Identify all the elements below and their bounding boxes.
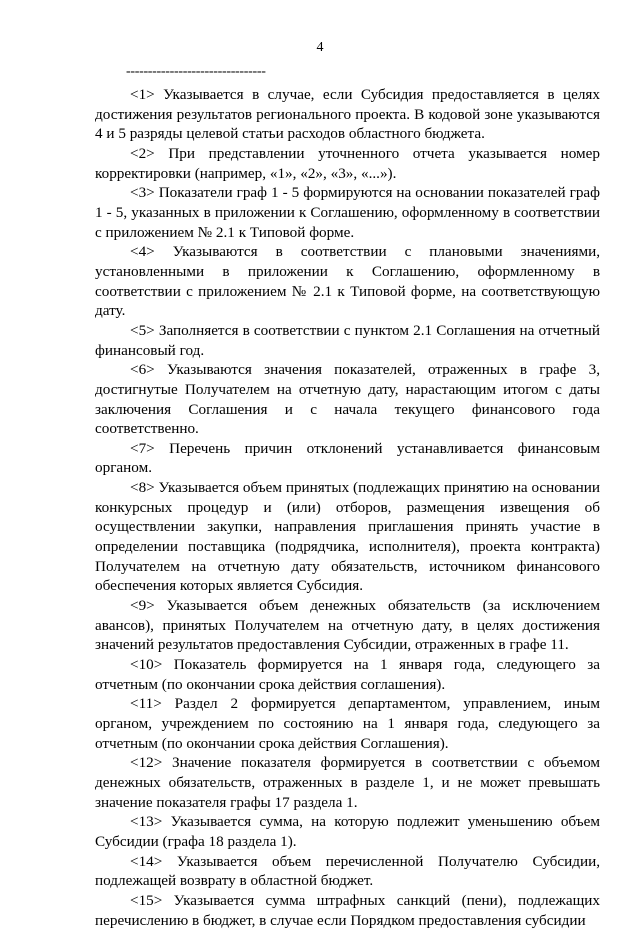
footnotes [95, 85, 600, 930]
footnote-11: <11> Раздел 2 формируется департаментом, управлением, иным органом, учреждением по состоянию на 1 января года, следующего за отчетным (по окончании срока действия Соглашения). [95, 695, 600, 752]
footnote-7: <7> Перечень причин отклонений устанавливается финансовым органом. [95, 439, 600, 477]
footnote-1: <1> Указывается в случае, если Субсидия предоставляется в целях достижения результатов регионального проекта. В кодовой зоне указываются 4 и 5 разряды целевой статьи расходов областного бюджета. [95, 86, 600, 143]
footnote-8: <8> Указывается объем принятых (подлежащих принятию на основании конкурсных процедур и (или) отборов, размещения извещения об осуществлении закупки, направления приглашения принять участие в определении поставщика (подрядчика, исполнителя), проекта контракта) Получателем на отчетную дату обязательств, источником финансового обеспечения которых является Субсидия. [95, 479, 600, 595]
footnote-9: <9> Указывается объем денежных обязательств (за исключением авансов), принятых Получателем на отчетную дату, в целях достижения значений результатов предоставления Субсидии, отраженных в графе 11. [95, 597, 600, 654]
footnote-15: <15> Указывается сумма штрафных санкций (пени), подлежащих перечислению в бюджет, в случае если Порядком предоставления субсидии [95, 891, 600, 929]
footnote-13: <13> Указывается сумма, на которую подлежит уменьшению объем Субсидии (графа 18 раздела 1). [95, 813, 600, 850]
footnote-4: <4> Указываются в соответствии с плановыми значениями, установленными в приложении к Соглашению, оформленному в соответствии с приложением № 2.1 к Типовой форме, на соответствующую дату. [95, 243, 600, 320]
footnote-2: <2> При представлении уточненного отчета указывается номер корректировки (например, «1», «2», «3», «...»). [95, 144, 600, 182]
page-number: 4 [316, 40, 324, 55]
footnote-10: <10> Показатель формируется на 1 января года, следующего за отчетным (по окончании срока действия соглашения). [95, 656, 600, 693]
footnote-12: <12> Значение показателя формируется в соответствии с объемом денежных обязательств, отраженных в разделе 1, и не может превышать значение показателя графы 17 раздела 1. [95, 754, 600, 811]
footnote-separator: -------------------------------- [126, 64, 266, 79]
footnote-5: <5> Заполняется в соответствии с пунктом 2.1 Соглашения на отчетный финансовый год. [95, 321, 600, 359]
footnote-6: <6> Указываются значения показателей, отраженных в графе 3, достигнутые Получателем на отчетную дату, нарастающим итогом с даты заключения Соглашения и с начала текущего финансового года соответственно. [95, 361, 600, 438]
footnote-3: <3> Показатели граф 1 - 5 формируются на основании показателей граф 1 - 5, указанных в приложении к Соглашению, оформленному в соответствии с приложением № 2.1 к Типовой форме. [95, 184, 600, 241]
footnote-14: <14> Указывается объем перечисленной Получателю Субсидии, подлежащей возврату в областной бюджет. [95, 852, 600, 890]
